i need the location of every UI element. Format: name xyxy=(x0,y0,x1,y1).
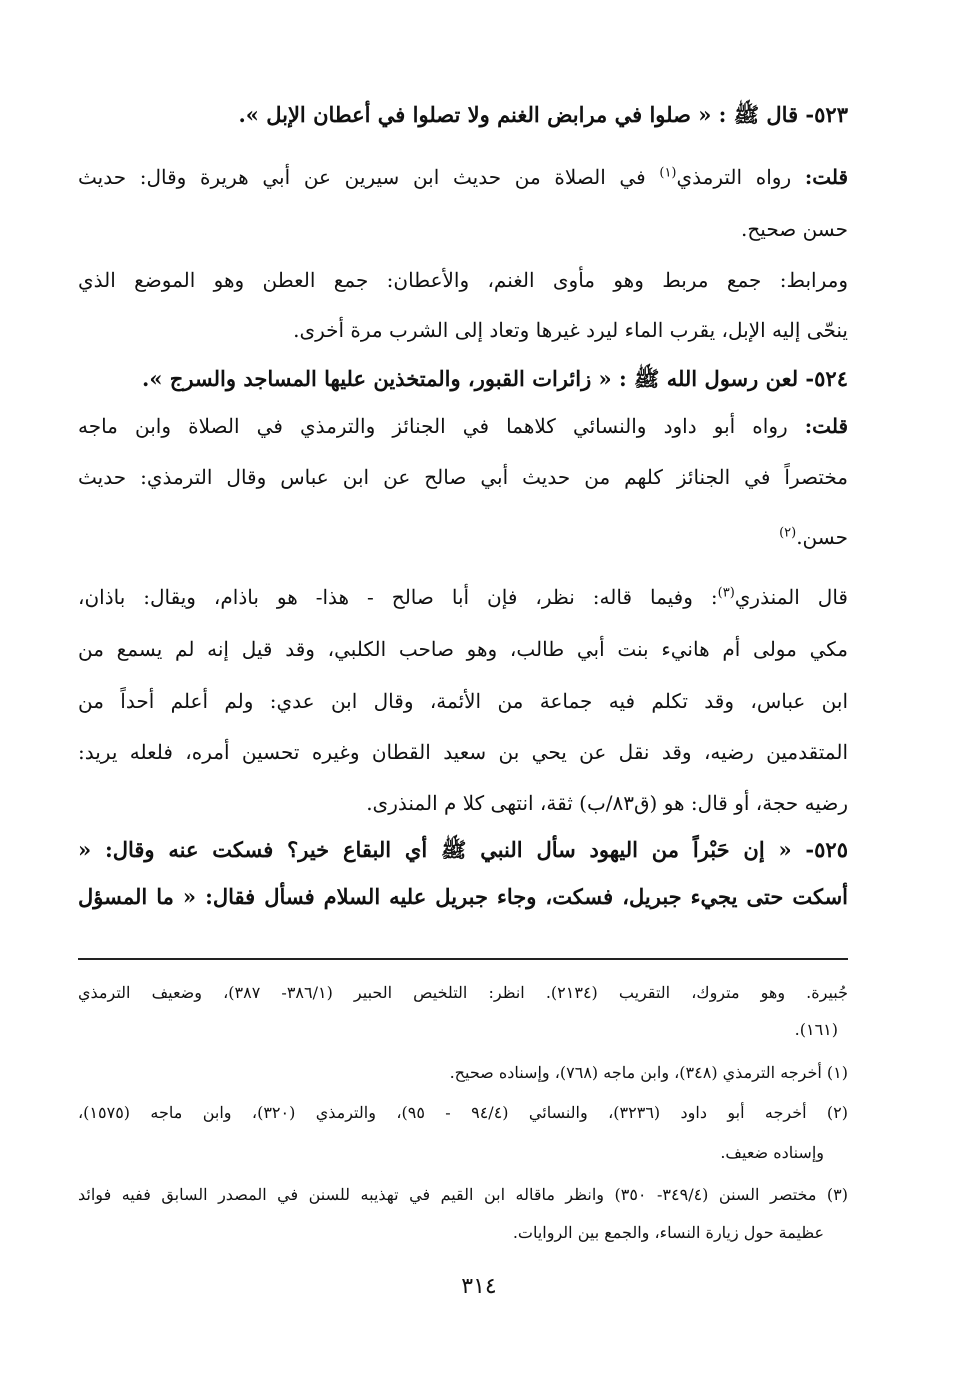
text-segment: قال المنذري xyxy=(734,585,848,609)
text-segment: حسن. xyxy=(796,525,848,549)
mundhiri-line: رضيه حجة، أو قال: هو (ق٨٣/ب) ثقة، انتهى كلا م المنذرى. xyxy=(366,791,848,815)
qultu-label: قلت: xyxy=(804,165,849,189)
footnote-continuation: جُبيرة. وهو متروك، التقريب (٢١٣٤). انظر: التلخيص الحبير (٣٨٦/١- ٣٨٧)، وضعيف الترمذي xyxy=(78,983,849,1002)
footnote-3: (٣) مختصر السنن (٣٤٩/٤- ٣٥٠) وانظر ماقاله ابن القيم في تهذيبه للسنن في المصدر السابق ففيه فوائد xyxy=(78,1185,848,1204)
qultu-label: قلت: xyxy=(804,414,848,438)
footnote-ref-1[interactable]: (١) xyxy=(659,165,677,181)
commentary-line: حسن صحيح. xyxy=(741,217,848,241)
text-segment: رواه الترمذي xyxy=(676,165,792,189)
hadith-525-heading: ٥٢٥- « إن حَبْراً من اليهود سأل النبي ﷺ أي البقاع خير؟ فسكت عنه وقال: « xyxy=(78,837,848,862)
text-segment: : وفيما قاله: نظر، فإن أبا صالح - هذا- هو باذام، ويقال: باذان، xyxy=(78,585,718,609)
footnote-ref-2[interactable]: (٢) xyxy=(779,525,797,541)
page-number: ٣١٤ xyxy=(461,1274,497,1299)
footnote-divider xyxy=(78,958,848,960)
explanation-line: ينحّى إليه الإبل، يقرب الماء ليرد غيرها وتعاد إلى الشرب مرة أخرى. xyxy=(293,318,848,342)
hadith-525-heading: أسكت حتى يجيء جبريل، فسكت، وجاء جبريل عليه السلام فسأل فقال: « ما المسؤل xyxy=(78,884,848,909)
footnote-1: (١) أخرجه الترمذي (٣٤٨)، وابن ماجه (٧٦٨)، وإسناده صحيح. xyxy=(449,1063,848,1082)
hadith-523-heading: ٥٢٣- قال ﷺ : « صلوا في مرابض الغنم ولا تصلوا في أعطان الإبل ». xyxy=(238,102,848,127)
explanation-line: ومرابط: جمع مربط وهو مأوى الغنم، والأعطان: جمع العطن وهو الموضع الذي xyxy=(78,268,848,292)
footnote-2: (٢) أخرجه أبو داود (٣٢٣٦)، والنسائي (٩٤/٤ - ٩٥)، والترمذي (٣٢٠)، وابن ماجه (١٥٧٥)، xyxy=(78,1103,849,1122)
mundhiri-line xyxy=(78,582,848,612)
commentary-line xyxy=(78,162,848,192)
commentary-line xyxy=(78,522,848,552)
commentary-line xyxy=(78,411,848,441)
commentary-line: مختصراً في الجنائز كلهم من حديث أبي صالح عن ابن عباس وقال الترمذي: حديث xyxy=(78,465,848,489)
mundhiri-line: مكي مولى أم هانيء بنت أبي طالب، وهو صاحب الكلبي، وقد قيل إنه لم يسمع من xyxy=(78,637,848,661)
hadith-524-heading: ٥٢٤- لعن رسول الله ﷺ : « زائرات القبور، والمتخذين عليها المساجد والسرج ». xyxy=(142,366,848,391)
footnote-continuation: (١٦١). xyxy=(794,1020,838,1039)
footnote-ref-3[interactable]: (٣) xyxy=(717,585,735,601)
text-segment: رواه أبو داود والنسائي كلاهما في الجنائز والترمذي في الصلاة وابن ماجه xyxy=(78,414,788,438)
mundhiri-line: ابن عباس، وقد تكلم فيه جماعة من الأئمة، وقال ابن عدي: ولم أعلم أحداً من xyxy=(78,689,848,713)
text-segment: في الصلاة من حديث ابن سيرين عن أبي هريرة وقال: حديث xyxy=(78,165,646,189)
mundhiri-line: المتقدمين رضيه، وقد نقل عن يحي بن سعيد القطان وغيره تحسين أمره، فلعله يريد: xyxy=(78,740,848,764)
footnote-3: عظيمة حول زيارة النساء، والجمع بين الروايات. xyxy=(512,1223,824,1242)
footnote-2: وإسناده ضعيف. xyxy=(720,1143,824,1162)
